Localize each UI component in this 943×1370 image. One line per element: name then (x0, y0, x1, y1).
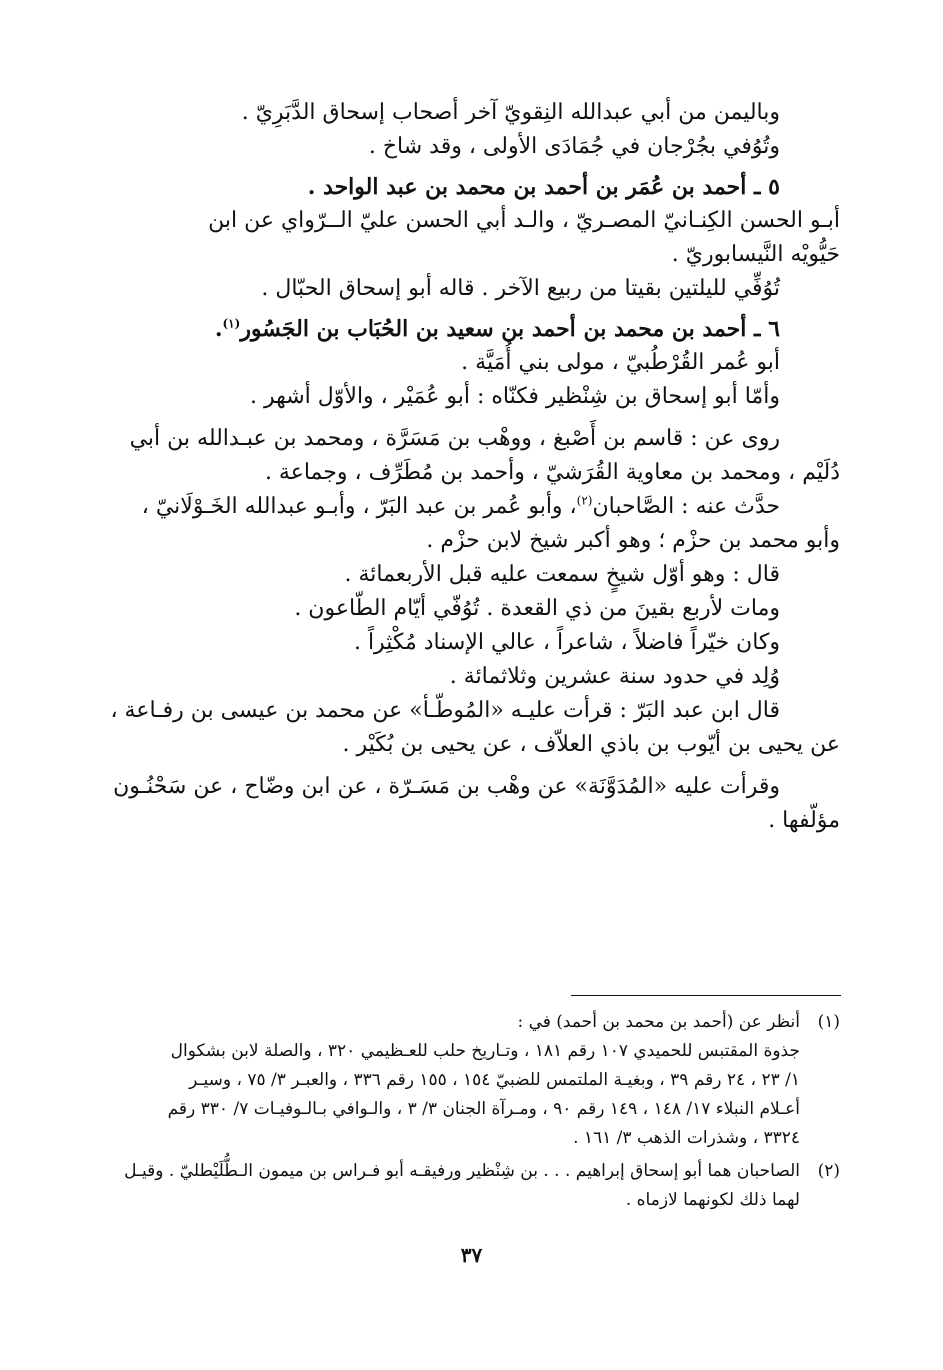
main-text (100, 96, 840, 838)
text-line: قال : وهو أوّل شيخٍ سمعت عليه قبل الأربعمائة . (344, 562, 780, 587)
footnote-1 (100, 1008, 840, 1153)
footnote-line: أعـلام النبلاء ١٧/ ١٤٨ ، ١٤٩ رقم ٩٠ ، ومـرآة الجنان ٣/ ٣ ، والـوافي بـالـوفيـات ٧/ ٣٣٠ رقم (167, 1099, 800, 1119)
footnote-body (100, 1008, 800, 1153)
text-line: تُوُفِّي لليلتين بقيتا من ربيع الآخر . قاله أبو إسحاق الحبّال . (261, 276, 780, 301)
text-line: عن يحيى بن أيّوب بن باذي العلاّف ، عن يحيى بن بُكَيْر . (342, 732, 840, 757)
footnote-line: أنظر عن (أحمد بن محمد بن أحمد) في : (517, 1012, 800, 1032)
heading-text: ٦ ـ أحمد بن محمد بن أحمد بن سعيد بن الحُبَاب بن الجَسُور (240, 316, 780, 342)
footnote-divider (571, 995, 841, 996)
footnote-ref-1: (١) (222, 316, 241, 331)
page-number: ٣٧ (460, 1243, 483, 1267)
footnote-line: الصاحبان هما أبو إسحاق إبراهيم . . . بن شِنْظير ورفيقـه أبو فـراس بن ميمون الـطُّلَيْطليّ . وقيـل (124, 1161, 800, 1181)
footnote-number: (١) (817, 1012, 840, 1032)
text-line: ومات لأربع بقينَ من ذي القعدة . تُوُفّي أيّام الطّاعون . (294, 596, 780, 621)
text-line: قال ابن عبد البَرّ : قرأت عليـه «المُوطّـأ» عن محمد بن عيسى بن رفـاعة ، (110, 698, 780, 723)
text-line: أبـو الحسن الكِنـانيّ المصـريّ ، والـد أبي الحسن عليّ الــرّواي عن ابن (208, 208, 840, 233)
footnotes (100, 1008, 840, 1219)
footnote-2 (100, 1157, 840, 1215)
footnote-ref-2: (٢) (576, 493, 593, 508)
footnote-line: لهما ذلك لكونهما لازماه . (625, 1190, 800, 1210)
text-segment: ، وأبو عُمر بن عبد البَرّ ، وأبـو عبدالله الخَـوْلَانيّ ، (141, 494, 577, 519)
text-line: وأبو محمد بن حزْم ؛ وهو أكبر شيخ لابن حزْم . (426, 528, 840, 553)
text-line: أبو عُمر القُرْطُبيّ ، مولى بني أُمَيَّة . (461, 350, 780, 375)
text-line: وكان خيّراً فاضلاً ، شاعراً ، عالي الإسناد مُكْثِراً . (353, 630, 780, 655)
footnote-body (100, 1157, 800, 1215)
entry-heading-5: ٥ ـ أحمد بن عُمَر بن أحمد بن محمد بن عبد الواحد . (307, 174, 780, 200)
footnote-number: (٢) (817, 1161, 840, 1181)
text-line: وتُوُفي بجُرْجان في جُمَادَى الأولى ، وقد شاخ . (368, 134, 780, 159)
heading-period: . (214, 316, 223, 342)
text-segment: حدَّث عنه : الصَّاحبان (592, 494, 780, 519)
footnote-line: ٣٣٢٤ ، وشذرات الذهب ٣/ ١٦١ . (573, 1128, 800, 1148)
text-line: مؤلّفها . (768, 808, 840, 833)
text-line: وقرأت عليه «المُدَوَّنَة» عن وهْب بن مَسَـرّة ، عن ابن وضّاح ، عن سَحْنُـون (113, 774, 780, 799)
text-line: وباليمن من أبي عبدالله النِقويّ آخر أصحاب إسحاق الدَّبَرِيّ . (241, 100, 780, 125)
entry-heading-6 (100, 312, 840, 346)
text-line: وُلِد في حدود سنة عشرين وثلاثمائة . (449, 664, 780, 689)
text-line: حَيُّويْه النَّيسابوريّ . (671, 242, 840, 267)
footnote-line: جذوة المقتبس للحميدي ١٠٧ رقم ١٨١ ، وتـاريخ حلب للعـظيمي ٣٢٠ ، والصلة لابن بشكوال (170, 1041, 800, 1061)
footnote-line: ١/ ٢٣ ، ٢٤ رقم ٣٩ ، وبغيـة الملتمس للضبيّ ١٥٤ ، ١٥٥ رقم ٣٣٦ ، والعبـر ٣/ ٧٥ ، وسيـر (189, 1070, 800, 1090)
text-line: وأمّا أبو إسحاق بن شِنْظير فكنّاه : أبو عُمَيْر ، والأوّل أشهر . (249, 384, 780, 409)
text-line: روى عن : قاسم بن أَصْبغ ، ووهْب بن مَسَرَّة ، ومحمد بن عبـدالله بن أبي (129, 426, 780, 451)
text-line (100, 490, 840, 524)
text-line: دُلَيْم ، ومحمد بن معاوية القُرَشيّ ، وأحمد بن مُطَرِّف ، وجماعة . (264, 460, 840, 485)
